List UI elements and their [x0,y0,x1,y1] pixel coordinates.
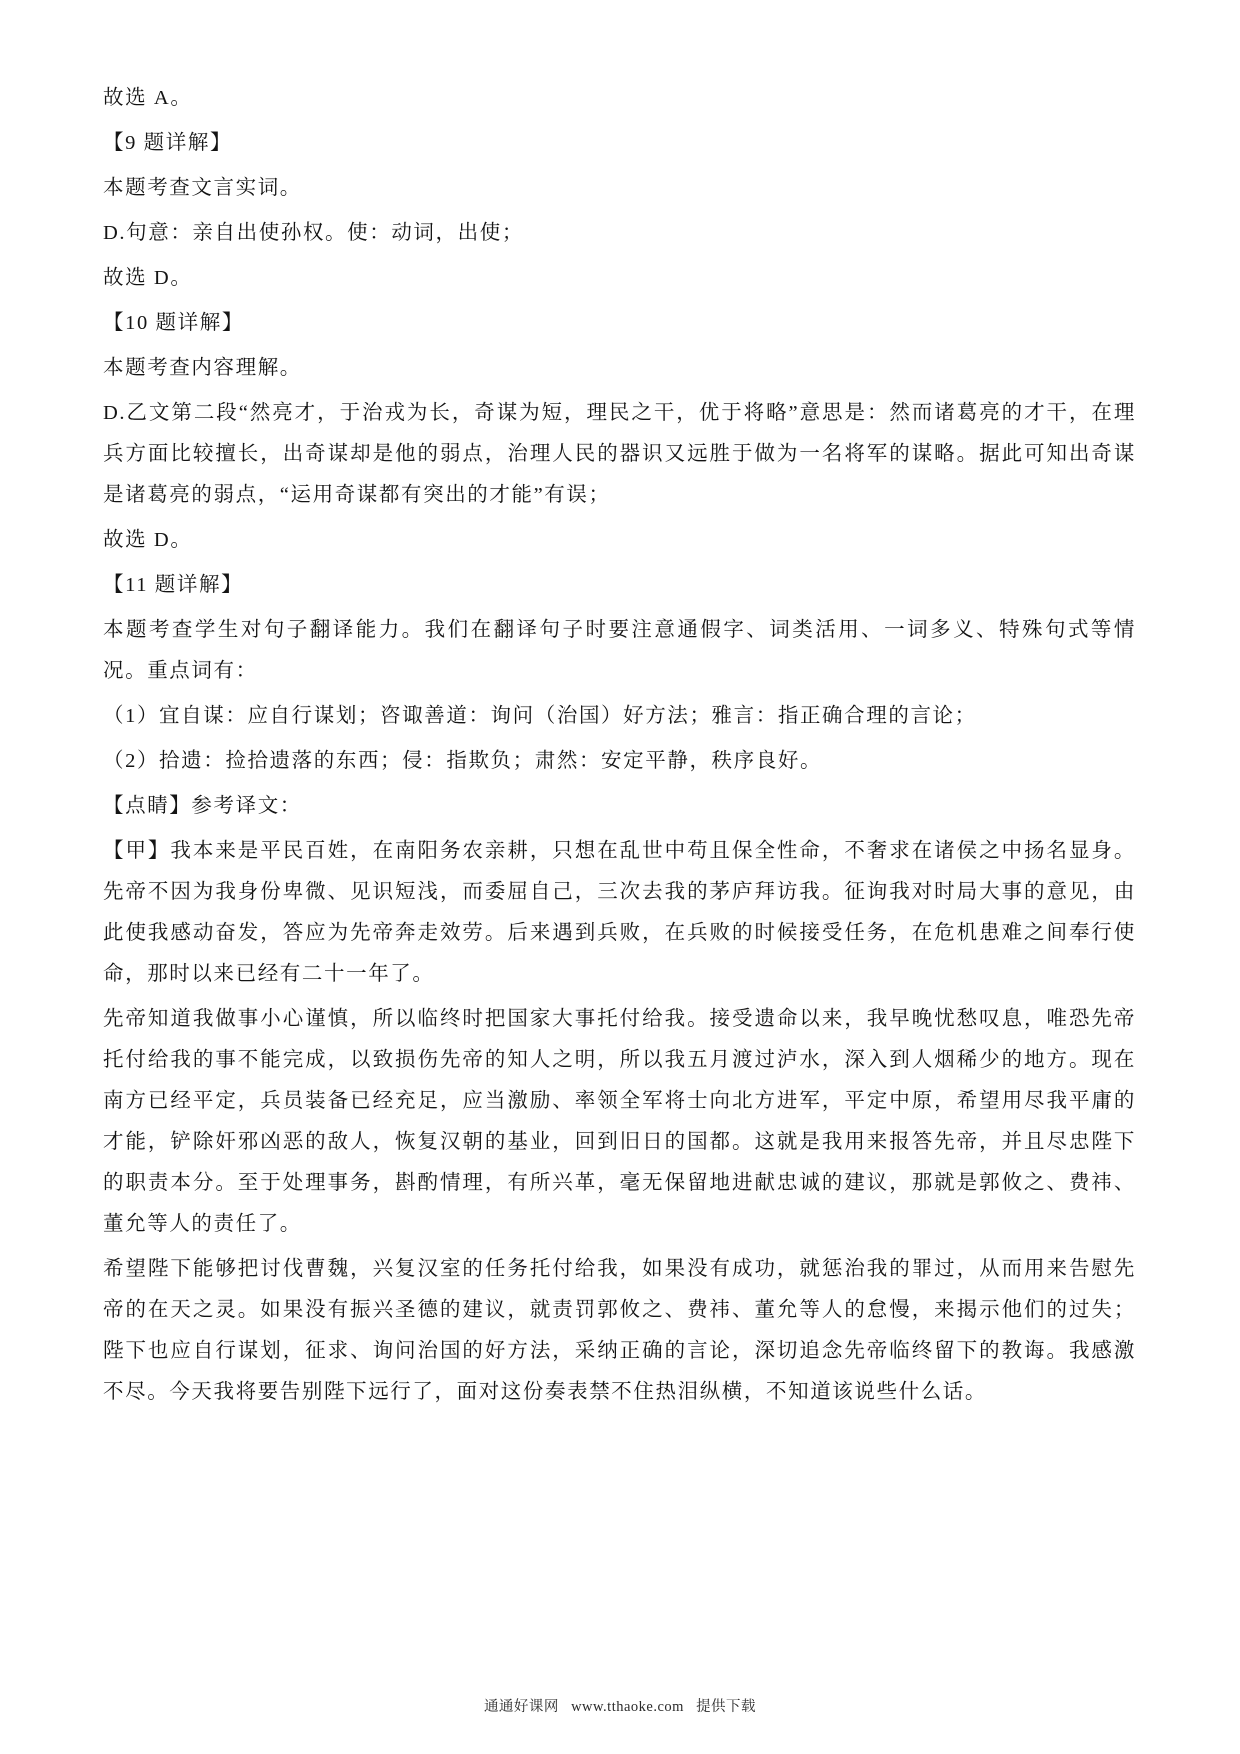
translation-paragraph-2: 先帝知道我做事小心谨慎，所以临终时把国家大事托付给我。接受遗命以来，我早晚忧愁叹息，唯恐先帝托付给我的事不能完成，以致损伤先帝的知人之明，所以我五月渡过泸水，深入到人烟稀少的地方。现在南方已经平定，兵员装备已经充足，应当激励、率领全军将士向北方进军，平定中原，希望用尽我平庸的才能，铲除奸邪凶恶的敌人，恢复汉朝的基业，回到旧日的国都。这就是我用来报答先帝，并且尽忠陛下的职责本分。至于处理事务，斟酌情理，有所兴革，毫无保留地进献忠诚的建议，那就是郭攸之、费祎、董允等人的责任了。 [103,1008,1136,1235]
translation-paragraph-3: 希望陛下能够把讨伐曹魏，兴复汉室的任务托付给我，如果没有成功，就惩治我的罪过，从而用来告慰先帝的在天之灵。如果没有振兴圣德的建议，就责罚郭攸之、费祎、董允等人的怠慢，来揭示他们的过失；陛下也应自行谋划，征求、询问治国的好方法，采纳正确的言论，深切追念先帝临终留下的教诲。我感激不尽。今天我将要告别陛下远行了，面对这份奏表禁不住热泪纵横，不知道该说些什么话。 [103,1258,1136,1403]
question-9-detail-heading: 【9 题详解】 [103,132,233,154]
question-9-option-d-explanation: D.句意：亲自出使孙权。使：动词，出使； [103,222,524,244]
translation-paragraph-1: 【甲】我本来是平民百姓，在南阳务农亲耕，只想在乱世中苟且保全性命，不奢求在诸侯之中扬名显身。先帝不因为我身份卑微、见识短浅，而委屈自己，三次去我的茅庐拜访我。征询我对时局大事的意见，由此使我感动奋发，答应为先帝奔走效劳。后来遇到兵败，在兵败的时候接受任务，在危机患难之间奉行使命，那时以来已经有二十一年了。 [103,840,1136,985]
question-9-analysis: 本题考查文言实词。 [103,177,302,199]
question-11-key-point-2: （2）拾遗：捡拾遗落的东西；侵：指欺负；肃然：安定平静，秩序良好。 [103,750,823,772]
footer-site-name: 通通好课网 [483,1699,559,1715]
question-11-analysis: 本题考查学生对句子翻译能力。我们在翻译句子时要注意通假字、词类活用、一词多义、特殊句式等情况。重点词有： [103,619,1136,682]
question-10-conclusion: 故选 D。 [103,529,193,551]
question-11-key-point-1: （1）宜自谋：应自行谋划；咨诹善道：询问（治国）好方法；雅言：指正确合理的言论； [103,705,977,727]
footer-site-url: www.tthaoke.com [571,1699,684,1715]
question-11-detail-heading: 【11 题详解】 [103,574,244,596]
page-footer [0,1695,1240,1716]
question-9-conclusion: 故选 D。 [103,267,193,289]
reference-translation-heading: 【点睛】参考译文： [103,795,302,817]
question-10-option-d-explanation: D.乙文第二段“然亮才，于治戎为长，奇谋为短，理民之干，优于将略”意思是：然而诸葛亮的才干，在理兵方面比较擅长，出奇谋却是他的弱点，治理人民的器识又远胜于做为一名将军的谋略。据此可知出奇谋是诸葛亮的弱点，“运用奇谋都有突出的才能”有误； [103,402,1136,506]
question-10-detail-heading: 【10 题详解】 [103,312,244,334]
document-content [103,78,1136,1417]
footer-download-note: 提供下载 [696,1699,757,1715]
answer-conclusion-a: 故选 A。 [103,87,193,109]
question-10-analysis: 本题考查内容理解。 [103,357,302,379]
